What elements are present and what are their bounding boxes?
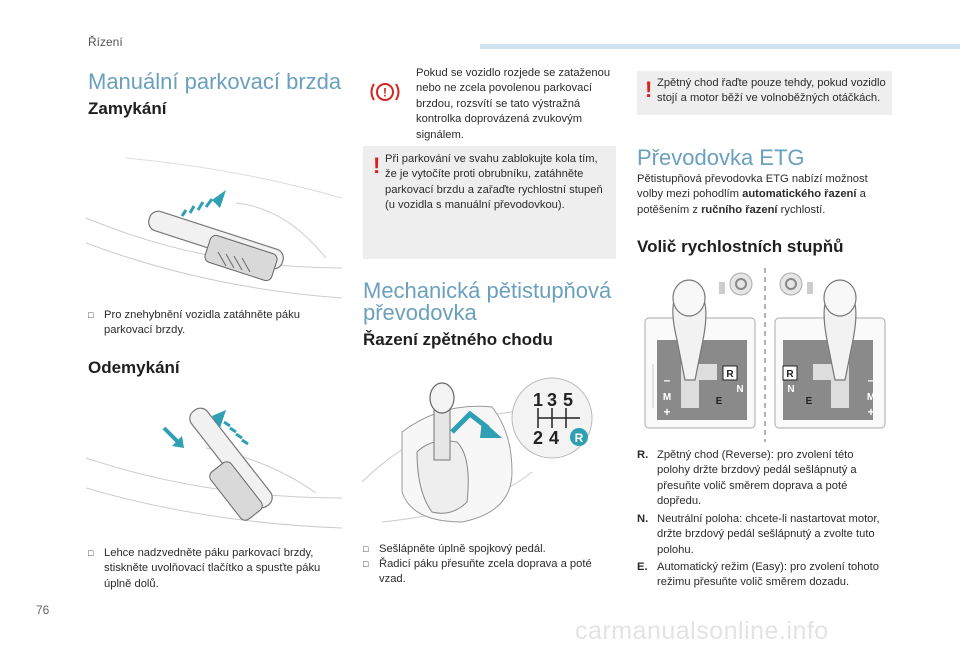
unlock-text: Lehce nadzvedněte páku parkovací brzdy, stiskněte uvolňovací tlačítko a spusťte páku úplně dolů. [104,547,321,590]
gear-shift-illustration [362,362,616,538]
lock-heading: Zamykání [88,99,167,118]
warning-text-1: Pokud se vozidlo rozjede se zataženou nebo ne zcela povolenou parkovací brzdou, rozsvítí se tato výstražná kontrolka doprovázená zvukovým signálem. [416,67,611,141]
definition-text: Automatický režim (Easy): pro zvolení tohoto režimu přesuňte volič směrem dozadu. [657,561,879,589]
unlock-instruction [88,546,338,592]
gear-4-label: 4 [548,428,560,448]
section-label: Řízení [88,35,123,49]
definition-text: Neutrální poloha: chcete-li nastartovat motor, držte brzdový pedál sešlápnutý a zvolte tuto polohu. [657,513,880,556]
svg-text:!: ! [383,85,387,100]
lock-text: Pro znehybnění vozidla zatáhněte páku parkovací brzdy. [104,309,300,337]
etg-intro [637,172,892,218]
reverse-text-2: Řadicí páku přesuňte zcela doprava a poté vzad. [379,558,592,586]
reverse-note-box [637,71,892,115]
bullet-icon: □ [363,544,369,554]
gear-3-label: 3 [546,390,558,410]
steering-wheel-icon [780,273,802,295]
etg-intro-manual: ručního řazení [701,203,778,216]
selector-left-E: E [715,396,723,407]
selector-left-minus: – [663,373,671,387]
etg-intro-pre: Pětistupňová převodovka ETG nabízí možnost volby mezi pohodlím [637,173,868,201]
parking-brake-title: Manuální parkovací brzda [88,69,342,94]
brake-warning-light-icon [369,80,401,104]
page-number: 76 [36,603,50,617]
selector-right-N: N [787,384,795,395]
steering-wheel-icon [730,273,752,295]
gear-5-label: 5 [562,390,574,410]
selector-left-plus: + [663,405,671,419]
selector-left-M: M [662,392,672,403]
gear-selector-illustration [637,268,893,442]
selector-definitions [637,448,892,608]
selector-left-N: N [736,384,744,395]
selector-right-M: M [866,392,876,403]
reverse-instruction-2 [363,557,613,588]
definition-text: Zpětný chod (Reverse): pro zvolení této polohy držte brzdový pedál sešlápnutý a přesuňte volič směrem doprava a poté dopředu. [657,449,857,508]
selector-right-R: R [786,369,794,380]
bullet-icon: □ [88,548,94,558]
reverse-instruction-1 [363,542,613,557]
release-button-arrow-icon [164,428,184,448]
selector-heading: Volič rychlostních stupňů [637,237,844,256]
exclamation-icon: ! [373,153,381,178]
etg-intro-auto: automatického řazení [742,188,857,201]
bullet-icon: □ [363,559,369,569]
selector-right-E: E [805,396,813,407]
gear-reverse-label: R [574,431,584,445]
reverse-note-text: Zpětný chod řaďte pouze tehdy, pokud vozidlo stojí a motor běží ve volnoběžných otáčkách. [657,77,886,105]
gear-2-label: 2 [532,428,544,448]
bullet-icon: □ [88,310,94,320]
handbrake-unlock-illustration [86,398,342,538]
manual-gearbox-title-line2: převodovka [363,300,477,325]
unlock-heading: Odemykání [88,358,180,377]
reverse-heading: Řazení zpětného chodu [363,330,553,349]
etg-intro-post: rychlostí. [777,203,826,216]
definition-key: N. [637,513,649,525]
exclamation-icon: ! [645,77,653,102]
header-bar [480,44,960,49]
lock-instruction [88,308,328,339]
selector-left-R: R [726,369,734,380]
etg-intro-mid: a potěšením z [637,188,866,216]
etg-title: Převodovka ETG [637,145,805,170]
handbrake-lock-illustration [86,148,342,303]
selector-right-minus: – [867,373,875,387]
gear-1-label: 1 [532,390,544,410]
manual-gearbox-title-line1: Mechanická pětistupňová [363,278,612,303]
warning-text-2: Při parkování ve svahu zablokujte kola tím, že je vytočíte proti obrubníku, zatáhněte parkovací brzdu a zařaďte rychlostní stupeň (u vozidla s manuální převodovkou). [385,153,603,212]
reverse-text-1: Sešlápněte úplně spojkový pedál. [379,543,546,555]
definition-key: E. [637,561,648,573]
selector-right-plus: + [867,405,875,419]
watermark: carmanualsonline.info [575,617,829,645]
slope-warning-box [363,146,616,259]
pull-arrow-icon [182,190,226,216]
definition-key: R. [637,449,649,461]
